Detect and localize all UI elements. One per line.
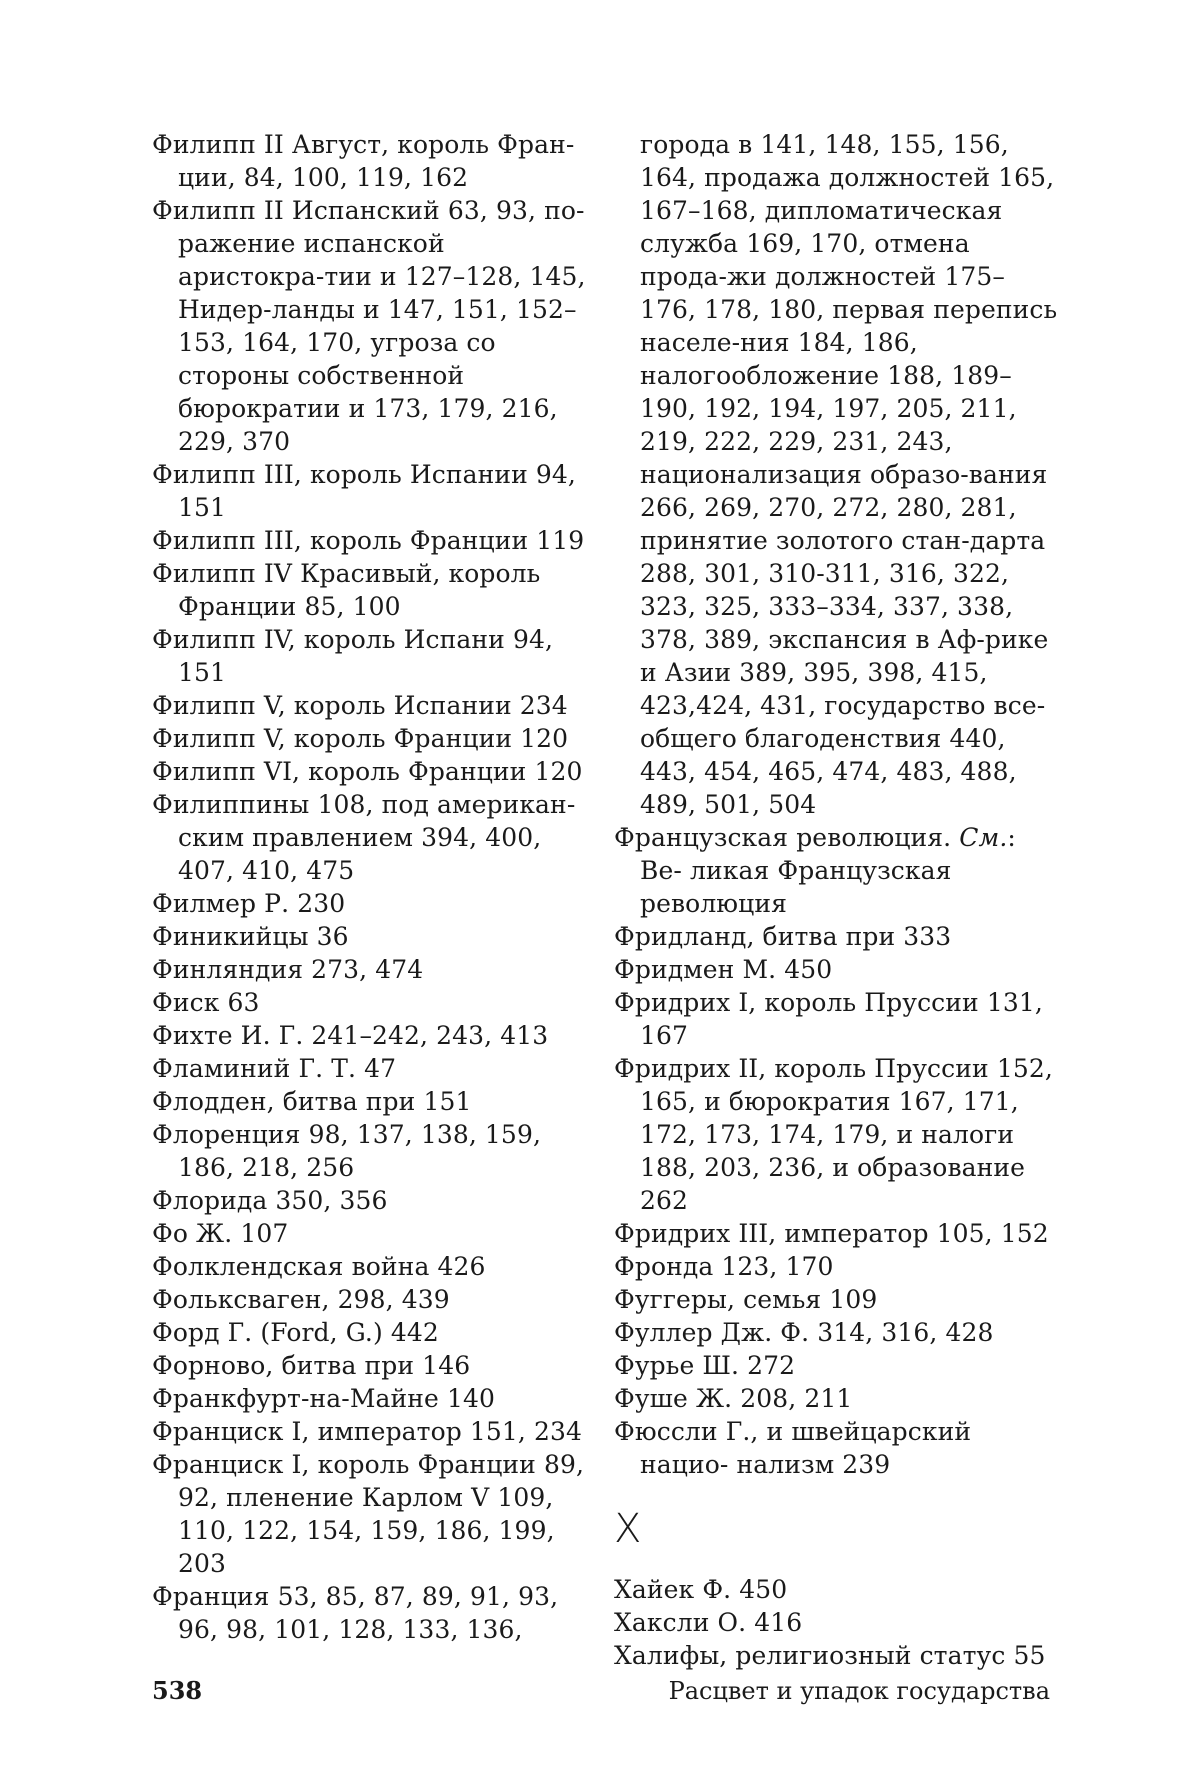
running-title: Расцвет и упадок государства [668, 1677, 1050, 1705]
index-entry [152, 557, 592, 623]
index-entry [152, 1184, 592, 1217]
index-entry [614, 920, 1059, 953]
index-entry-locators: Франции 85, 100 [178, 592, 401, 621]
index-entry-locators: нализм 239 [736, 1450, 891, 1479]
index-entry [614, 1052, 1059, 1217]
index-entry [152, 1415, 592, 1448]
index-entry [152, 887, 592, 920]
index-entry [152, 194, 592, 458]
index-entry-heading: Фихте И. Г. 241–242, 243, 413 [152, 1021, 549, 1050]
index-entry [152, 986, 592, 1019]
index-entry-heading: Филипп VI, король Франции 120 [152, 757, 583, 786]
index-entry-heading: Форново, битва при 146 [152, 1351, 471, 1380]
index-entry-heading: Фолклендская война 426 [152, 1252, 486, 1281]
index-entry [614, 1349, 1059, 1382]
index-entry-heading: Французская революция. [614, 823, 960, 852]
index-entry-locators: 151 [178, 658, 227, 687]
index-entry [152, 1019, 592, 1052]
index-entry-locators: ражение испанской аристокра-тии и 127–128, 145, Нидер-ланды и 147, 151, 152–153, 164, 170, угроза со стороны собственной бюрократии и 173, 179, 216, 229, 370 [178, 229, 586, 456]
index-entry-heading: Филипп III, король Испании 94, [152, 460, 576, 489]
index-entry [152, 1316, 592, 1349]
index-entry-heading: Франкфурт-на-Майне 140 [152, 1384, 496, 1413]
index-entry [152, 953, 592, 986]
index-entries-h [614, 1573, 1059, 1672]
index-entry-heading: Фурье Ш. 272 [614, 1351, 796, 1380]
index-entry-heading: Фуше Ж. 208, 211 [614, 1384, 853, 1413]
index-entry [614, 1217, 1059, 1250]
index-entry [152, 1118, 592, 1184]
index-entry [614, 986, 1059, 1052]
index-entry-heading: Фридмен М. 450 [614, 955, 833, 984]
index-entry [152, 788, 592, 887]
index-entry-locators: ским правлением 394, 400, 407, 410, 475 [178, 823, 542, 885]
index-entry-locators: 165, и бюрократия 167, 171, 172, 173, 174, 179, и налоги 188, 203, 236, и образование 262 [640, 1087, 1026, 1215]
index-entry [614, 1415, 1059, 1481]
index-entry-heading: Форд Г. (Ford, G.) 442 [152, 1318, 439, 1347]
section-letter-heading: Х [614, 1506, 642, 1552]
index-entry [614, 1316, 1059, 1349]
index-entry [152, 1382, 592, 1415]
index-entry: Хайек Ф. 450 [614, 1575, 788, 1604]
index-entry-locators: 96, 98, 101, 128, 133, 136, [178, 1615, 523, 1644]
index-entry-heading: Флодден, битва при 151 [152, 1087, 472, 1116]
index-entry [152, 458, 592, 524]
index-entry-heading: Филипп V, король Испании 234 [152, 691, 568, 720]
index-entry-heading: Фридрих III, император 105, 152 [614, 1219, 1049, 1248]
index-entry-locators: ции, 84, 100, 119, 162 [178, 163, 469, 192]
index-entry [152, 920, 592, 953]
page-number: 538 [152, 1676, 203, 1705]
index-entry [152, 755, 592, 788]
index-entries-f [614, 821, 1059, 1481]
index-entry-heading: Флорида 350, 356 [152, 1186, 388, 1215]
index-entry-heading: Фридрих I, король Пруссии 131, [614, 988, 1043, 1017]
index-entry-heading: Фольксваген, 298, 439 [152, 1285, 450, 1314]
index-entry-locators: 186, 218, 256 [178, 1153, 355, 1182]
index-entry-locators: ликая Французская революция [640, 856, 952, 918]
index-entry [152, 1085, 592, 1118]
index-entry [152, 524, 592, 557]
index-entry [614, 1283, 1059, 1316]
index-entry [614, 953, 1059, 986]
index-entry-heading: Фиск 63 [152, 988, 260, 1017]
index-entry-heading: Фронда 123, 170 [614, 1252, 834, 1281]
index-entry-heading: Фюссли Г., и швейцарский нацио- [614, 1417, 972, 1479]
index-entry-heading: Франциск I, король Франции 89, [152, 1450, 585, 1479]
index-entry-heading: Филипп IV, король Испани 94, [152, 625, 554, 654]
see-reference-tail: : Ве- [640, 823, 1016, 885]
index-entry [152, 1448, 592, 1580]
index-entry-heading: Финикийцы 36 [152, 922, 349, 951]
index-entry [152, 128, 592, 194]
index-entry-heading: Филиппины 108, под американ- [152, 790, 576, 819]
index-entry [152, 1349, 592, 1382]
index-entry-heading: Филмер Р. 230 [152, 889, 346, 918]
index-entry [614, 1250, 1059, 1283]
index-column-right [614, 128, 1059, 1672]
index-entry-heading: Филипп II Испанский 63, 93, по- [152, 196, 585, 225]
index-entry-continuation: города в 141, 148, 155, 156, 164, продажа должностей 165, 167–168, дипломатическая служба 169, 170, отмена прода-жи должностей 175–176, 178, 180, первая перепись населе-ния 184, 186, налогообложение 188, 189–190, 192, 194, 197, 205, 211, 219, 222, 229, 231, 243, национализация образо-вания 266, 269, 270, 272, 280, 281, принятие золотого стан-дарта 288, 301, 310-311, 316, 322, 323, 325, 333–334, 337, 338, 378, 389, экспансия в Аф-рике и Азии 389, 395, 398, 415, 423,424, 431, государство все-общего благоденствия 440, 443, 454, 465, 474, 483, 488, 489, 501, 504 [640, 130, 1058, 819]
index-entry-heading: Франциск I, император 151, 234 [152, 1417, 583, 1446]
index-entry [152, 1580, 592, 1646]
index-entry [152, 1052, 592, 1085]
index-entry-heading: Филипп II Август, король Фран- [152, 130, 575, 159]
index-entry-heading: Финляндия 273, 474 [152, 955, 424, 984]
index-entry [152, 1250, 592, 1283]
index-column-left [152, 128, 592, 1646]
index-entry [152, 1283, 592, 1316]
index-entry-heading: Филипп IV Красивый, король [152, 559, 541, 588]
index-entry-heading: Фридрих II, король Пруссии 152, [614, 1054, 1053, 1083]
index-entry-heading: Филипп III, король Франции 119 [152, 526, 585, 555]
index-entry-locators: 92, пленение Карлом V 109, 110, 122, 154, 159, 186, 199, 203 [178, 1483, 555, 1578]
index-entry-heading: Фуггеры, семья 109 [614, 1285, 878, 1314]
index-entry-heading: Фо Ж. 107 [152, 1219, 289, 1248]
index-entry [152, 722, 592, 755]
index-entry-locators: 167 [640, 1021, 689, 1050]
index-entry-locators: 151 [178, 493, 227, 522]
index-entry [614, 1382, 1059, 1415]
see-reference: См. [959, 823, 1008, 852]
index-entry [152, 1217, 592, 1250]
index-entry [152, 689, 592, 722]
index-entry-heading: Филипп V, король Франции 120 [152, 724, 569, 753]
index-entry [614, 821, 1059, 920]
index-entry-heading: Фламиний Г. Т. 47 [152, 1054, 397, 1083]
index-entry [152, 623, 592, 689]
index-entry-heading: Фридланд, битва при 333 [614, 922, 952, 951]
index-entry: Хаксли О. 416 [614, 1608, 803, 1637]
index-entry-heading: Фуллер Дж. Ф. 314, 316, 428 [614, 1318, 994, 1347]
index-entry: Халифы, религиозный статус 55 [614, 1641, 1046, 1670]
index-entry-heading: Флоренция 98, 137, 138, 159, [152, 1120, 541, 1149]
index-entry-heading: Франция 53, 85, 87, 89, 91, 93, [152, 1582, 559, 1611]
